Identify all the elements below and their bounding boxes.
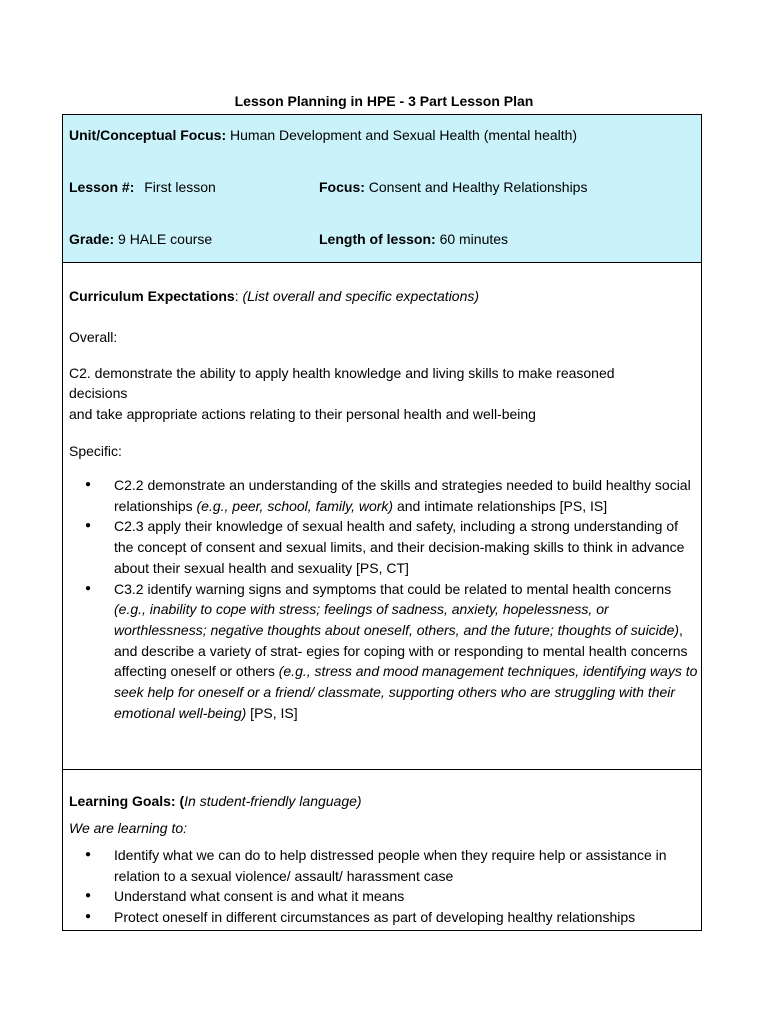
grade-row [69,229,212,249]
grade-value: 9 HALE course [118,231,213,247]
list-item: ● C3.2 identify warning signs and symptoms that could be related to mental health concerns (e.g., inability to cope with stress; feelings of sadness, anxiety, hopelessness, or worthlessness; negative thoughts about oneself, others, and the future; thoughts of suicide), and describe a variety of strat- egies for coping with or responding to mental health concerns affecting oneself or others (e.g., stress and mood management techniques, identifying ways to seek help for oneself or a friend/ classmate, supporting others who are struggling with their emotional well-being) [PS, IS] [85,579,700,724]
lesson-length-row [319,229,508,249]
learning-goals-list [85,845,700,928]
lesson-info-cell [63,115,701,263]
focus-value: Consent and Healthy Relationships [368,179,588,195]
list-item: ● Identify what we can do to help distressed people when they require help or assistance in relation to a sexual violence/ assault/ harassment case [85,845,700,886]
lesson-number-row [69,177,216,197]
unit-focus-row [69,125,577,145]
overall-expectation-line3: and take appropriate actions relating to their personal health and well-being [69,406,536,422]
lesson-number-label: Lesson #: [69,179,135,195]
list-item: ● Understand what consent is and what it means [85,886,700,907]
overall-label: Overall: [69,329,118,345]
specific-expectations-list [85,475,700,723]
curriculum-heading: Curriculum Expectations: (List overall and specific expectations) [69,288,480,304]
list-item: ● C2.3 apply their knowledge of sexual health and safety, including a strong understanding of the concept of consent and sexual limits, and their decision-making skills to think in advance about their sexual health and sexuality [PS, CT] [85,516,700,578]
focus-row [319,177,587,197]
unit-focus-label: Unit/Conceptual Focus: [69,127,227,143]
overall-expectation-line2: decisions [69,385,128,401]
learning-goals-intro: We are learning to: [69,820,188,836]
list-item: ● C2.2 demonstrate an understanding of the skills and strategies needed to build healthy social relationships (e.g., peer, school, family, work) and intimate relationships [PS, IS] [85,475,700,516]
specific-label: Specific: [69,443,122,459]
list-item: ● Protect oneself in different circumstances as part of developing healthy relationships [85,907,700,928]
lesson-number-value: First lesson [144,179,216,195]
focus-label: Focus: [319,179,365,195]
curriculum-expectations-cell [63,263,701,770]
lesson-length-label: Length of lesson: [319,231,436,247]
grade-label: Grade: [69,231,115,247]
lesson-plan-table [62,114,702,931]
page-title: Lesson Planning in HPE - 3 Part Lesson Plan [234,93,534,109]
learning-goals-heading: Learning Goals: (In student-friendly language) [69,793,362,809]
overall-expectation-line1: C2. demonstrate the ability to apply health knowledge and living skills to make reasoned [69,365,615,381]
unit-focus-value: Human Development and Sexual Health (mental health) [230,127,578,143]
learning-goals-cell [63,770,701,930]
lesson-length-value: 60 minutes [439,231,509,247]
